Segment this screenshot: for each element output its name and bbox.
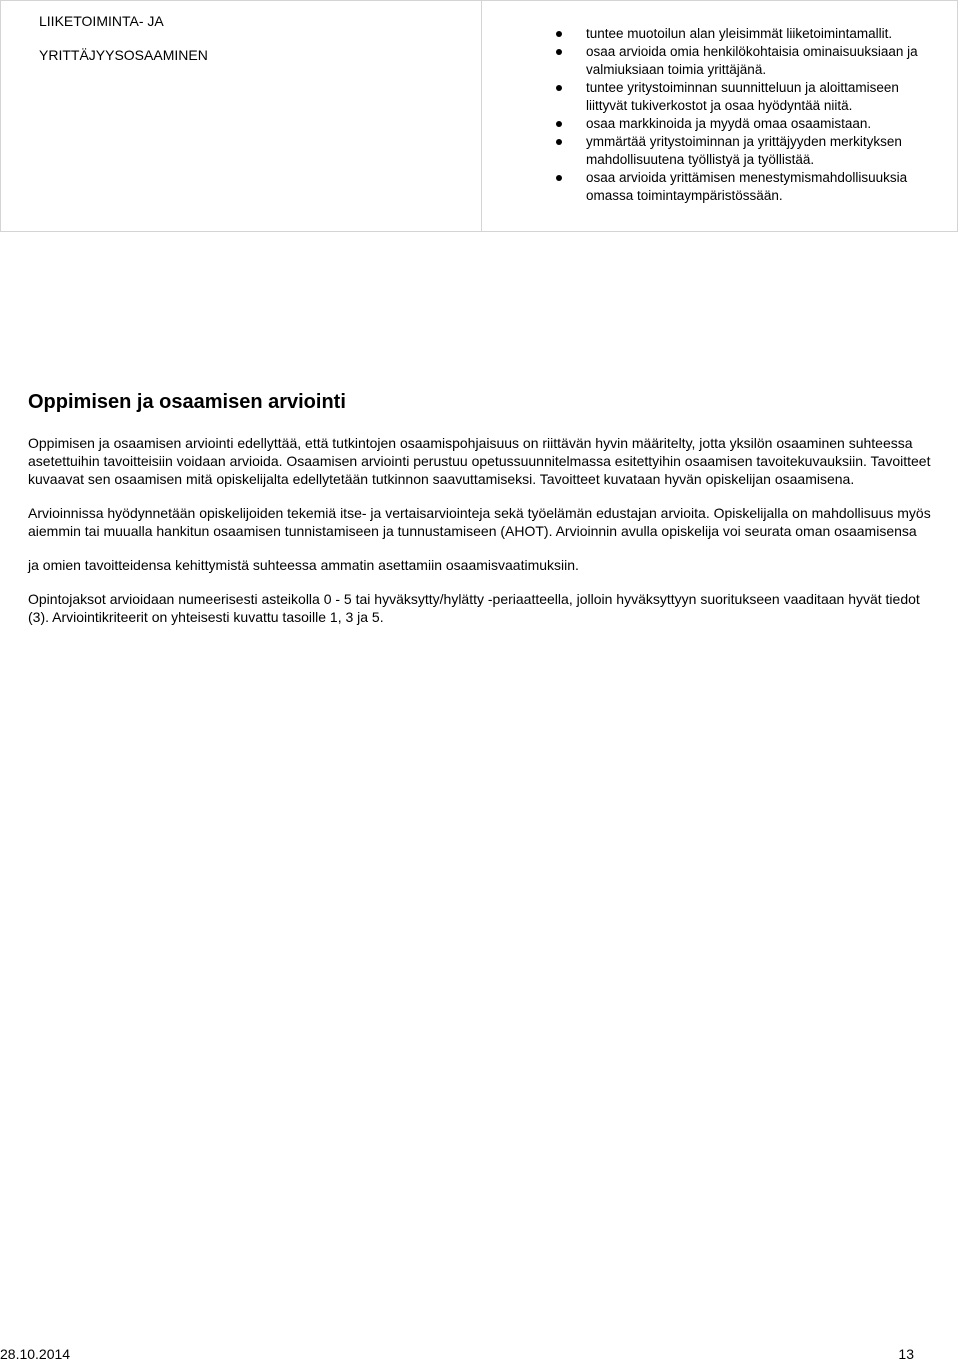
bullet-icon <box>556 31 562 37</box>
bullet-icon <box>556 175 562 181</box>
objectives-list <box>482 25 957 205</box>
objective-text: osaa arvioida yrittämisen menestymismahdollisuuksia omassa toimintaympäristössään. <box>586 170 908 203</box>
objective-item <box>482 133 957 169</box>
objective-item <box>482 115 957 133</box>
objective-item <box>482 25 957 43</box>
body-paragraph: Arvioinnissa hyödynnetään opiskelijoiden tekemiä itse- ja vertaisarviointeja sekä työelämän edustajan arvioita. Opiskelijalla on mahdollisuus myös aiemmin tai muualla hankitun osaamisen tunnistamiseen ja tunnustamiseen (AHOT). Arvioinnin avulla opiskelija voi seurata oman osaamisensa <box>28 505 931 539</box>
competence-area-line-2: YRITTÄJYYSOSAAMINEN <box>39 47 208 63</box>
objective-item <box>482 169 957 205</box>
objective-item <box>482 43 957 79</box>
objective-item <box>482 79 957 115</box>
objective-text: tuntee yritystoiminnan suunnitteluun ja aloittamiseen liittyvät tukiverkostot ja osaa hyödyntää niitä. <box>586 80 899 113</box>
objective-text: ymmärtää yritystoiminnan ja yrittäjyyden merkityksen mahdollisuutena työllistyä ja työllistää. <box>586 134 902 167</box>
bullet-icon <box>556 49 562 55</box>
bullet-icon <box>556 85 562 91</box>
objectives-cell <box>482 1 957 231</box>
objective-text: osaa arvioida omia henkilökohtaisia ominaisuuksiaan ja valmiuksiaan toimia yrittäjänä. <box>586 44 918 77</box>
section-heading: Oppimisen ja osaamisen arviointi <box>28 391 346 413</box>
assessment-section <box>28 389 940 626</box>
objective-text: osaa markkinoida ja myydä omaa osaamistaan. <box>586 116 872 131</box>
bullet-icon <box>556 139 562 145</box>
objective-text: tuntee muotoilun alan yleisimmät liiketoimintamallit. <box>586 26 893 41</box>
bullet-icon <box>556 121 562 127</box>
competence-table <box>0 0 958 232</box>
competence-area-cell <box>1 1 482 231</box>
page-number: 13 <box>898 1346 914 1362</box>
body-paragraph: Oppimisen ja osaamisen arviointi edellyttää, että tutkintojen osaamispohjaisuus on riittävän hyvin määritelty, jotta yksilön osaaminen suhteessa asetettuihin tavoitteisiin voidaan arvioida. Osaamisen arviointi perustuu opetussuunnitelmassa esitettyihin osaamisen tavoitekuvauksiin. Tavoitteet kuvaavat sen osaamisen mitä opiskelijalta edellytetään tutkinnon saavuttamiseksi. Tavoitteet kuvataan hyvän opiskelijan osaamisena. <box>28 435 931 487</box>
body-paragraph: Opintojaksot arvioidaan numeerisesti asteikolla 0 - 5 tai hyväksytty/hylätty -periaatteella, jolloin hyväksyttyyn suoritukseen vaaditaan hyvät tiedot (3). Arviointikriteerit on yhteisesti kuvattu tasoille 1, 3 ja 5. <box>28 591 920 625</box>
footer-date: 28.10.2014 <box>0 1346 71 1362</box>
body-paragraph: ja omien tavoitteidensa kehittymistä suhteessa ammatin asettamiin osaamisvaatimuksiin. <box>28 557 579 573</box>
competence-area-line-1: LIIKETOIMINTA- JA <box>39 13 164 29</box>
